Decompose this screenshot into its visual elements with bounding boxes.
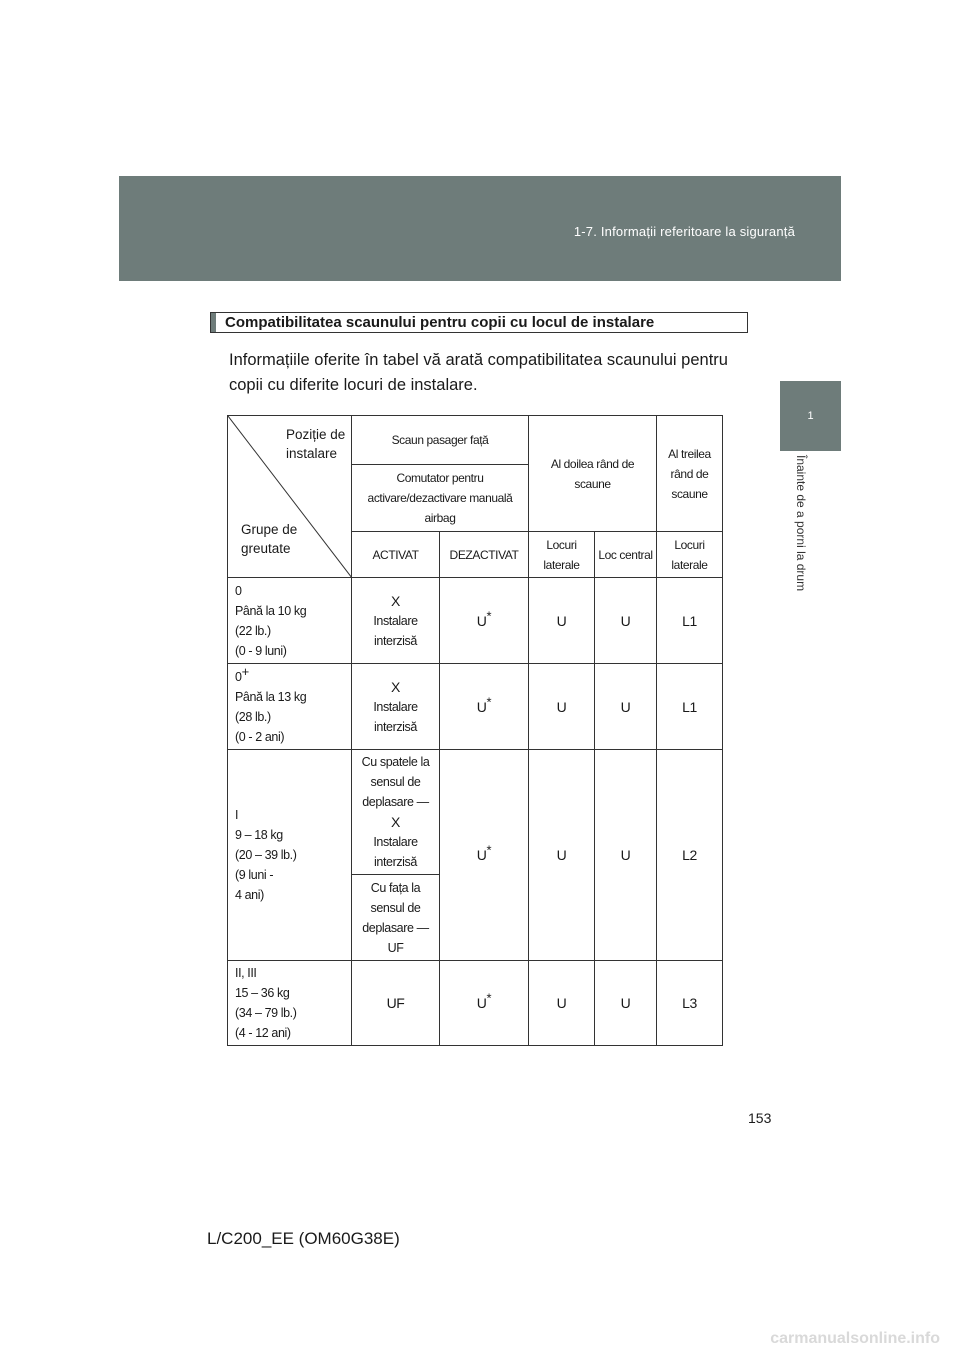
group-id: 0+	[235, 663, 249, 684]
second-side-cell: U	[529, 961, 595, 1046]
group-lbs: (20 – 39 lb.)	[235, 848, 297, 862]
watermark: carmanualsonline.info	[770, 1330, 940, 1347]
intro-paragraph: Informațiile oferite în tabel vă arată compatibilitatea scaunului pentru copii cu diferite locuri de instalare.	[229, 351, 728, 394]
on-note: Instalare interzisă	[373, 699, 418, 734]
corner-position-label: Poziție de instalare	[286, 427, 346, 461]
on-cell	[352, 664, 440, 750]
section-title: Compatibilitatea scaunului pentru copii cu locul de instalare	[210, 312, 748, 333]
on-mark: X	[391, 814, 400, 830]
second-center-cell: U	[595, 750, 657, 961]
subcol-on: ACTIVAT	[352, 532, 440, 578]
page-number: 153	[748, 1110, 772, 1126]
table-row	[228, 750, 723, 875]
on-note: Instalare interzisă	[373, 835, 418, 869]
off-cell: U*	[440, 578, 529, 664]
forward-facing-note: Cu fața la sensul de deplasare —	[362, 880, 429, 935]
compatibility-table	[227, 415, 723, 1046]
col-second-row: Al doilea rând de scaune	[529, 416, 657, 532]
on-mark: X	[391, 592, 400, 609]
off-cell: U*	[440, 664, 529, 750]
group-id: I	[235, 808, 239, 822]
table-row	[228, 961, 723, 1046]
group-id: II, III	[235, 966, 257, 980]
group-id: 0	[235, 583, 242, 598]
table-row	[228, 578, 723, 664]
on-rear-facing-cell	[352, 750, 440, 875]
second-side-cell: U	[529, 664, 595, 750]
section-breadcrumb: 1-7. Informații referitoare la siguranță	[573, 224, 795, 239]
third-side-cell: L1	[657, 664, 723, 750]
group-age: (9 luni -	[235, 868, 274, 882]
second-side-cell: U	[529, 750, 595, 961]
second-side-cell: U	[529, 578, 595, 664]
table-corner-header	[228, 416, 352, 578]
third-side-cell: L1	[657, 578, 723, 664]
col-third-row: Al treilea rând de scaune	[657, 416, 723, 532]
group-cell	[228, 750, 352, 961]
group-lbs: (34 – 79 lb.)	[235, 1006, 297, 1020]
group-weight: 9 – 18 kg	[235, 828, 283, 842]
group-age: (0 - 2 ani)	[235, 729, 285, 744]
off-cell: U*	[440, 750, 529, 961]
group-weight: Până la 13 kg	[235, 689, 307, 704]
group-cell	[228, 664, 352, 750]
group-age: 4 ani)	[235, 888, 264, 902]
chapter-tab[interactable]: 1	[780, 381, 841, 451]
second-center-cell: U	[595, 578, 657, 664]
chapter-title: Înainte de a porni la drum	[794, 455, 808, 592]
second-center-cell: U	[595, 664, 657, 750]
group-lbs: (28 lb.)	[235, 709, 271, 724]
group-weight: 15 – 36 kg	[235, 986, 290, 1000]
subcol-second-side: Locuri laterale	[529, 532, 595, 578]
subcol-second-center: Loc central	[595, 532, 657, 578]
subcol-third-side: Locuri laterale	[657, 532, 723, 578]
table-row	[228, 664, 723, 750]
on-mark: X	[391, 678, 400, 695]
group-age: (0 - 9 luni)	[235, 643, 287, 658]
on-cell: UF	[352, 961, 440, 1046]
group-cell	[228, 961, 352, 1046]
group-cell	[228, 578, 352, 664]
col-airbag-switch: Comutator pentru activare/dezactivare manuală airbag	[352, 465, 529, 532]
group-age: (4 - 12 ani)	[235, 1026, 291, 1040]
third-side-cell: L3	[657, 961, 723, 1046]
on-note: Instalare interzisă	[373, 613, 418, 648]
corner-group-label: Grupe de greutate	[241, 522, 298, 556]
forward-facing-value: UF	[387, 940, 404, 955]
group-lbs: (22 lb.)	[235, 623, 271, 638]
on-cell	[352, 578, 440, 664]
rear-facing-note: Cu spatele la sensul de deplasare —	[361, 755, 430, 809]
col-front-passenger: Scaun pasager față	[352, 416, 529, 465]
document-code: L/C200_EE (OM60G38E)	[207, 1229, 400, 1248]
off-cell: U*	[440, 961, 529, 1046]
on-forward-facing-cell	[352, 875, 440, 961]
third-side-cell: L2	[657, 750, 723, 961]
header-band	[119, 176, 841, 281]
second-center-cell: U	[595, 961, 657, 1046]
group-weight: Până la 10 kg	[235, 603, 307, 618]
subcol-off: DEZACTIVAT	[440, 532, 529, 578]
